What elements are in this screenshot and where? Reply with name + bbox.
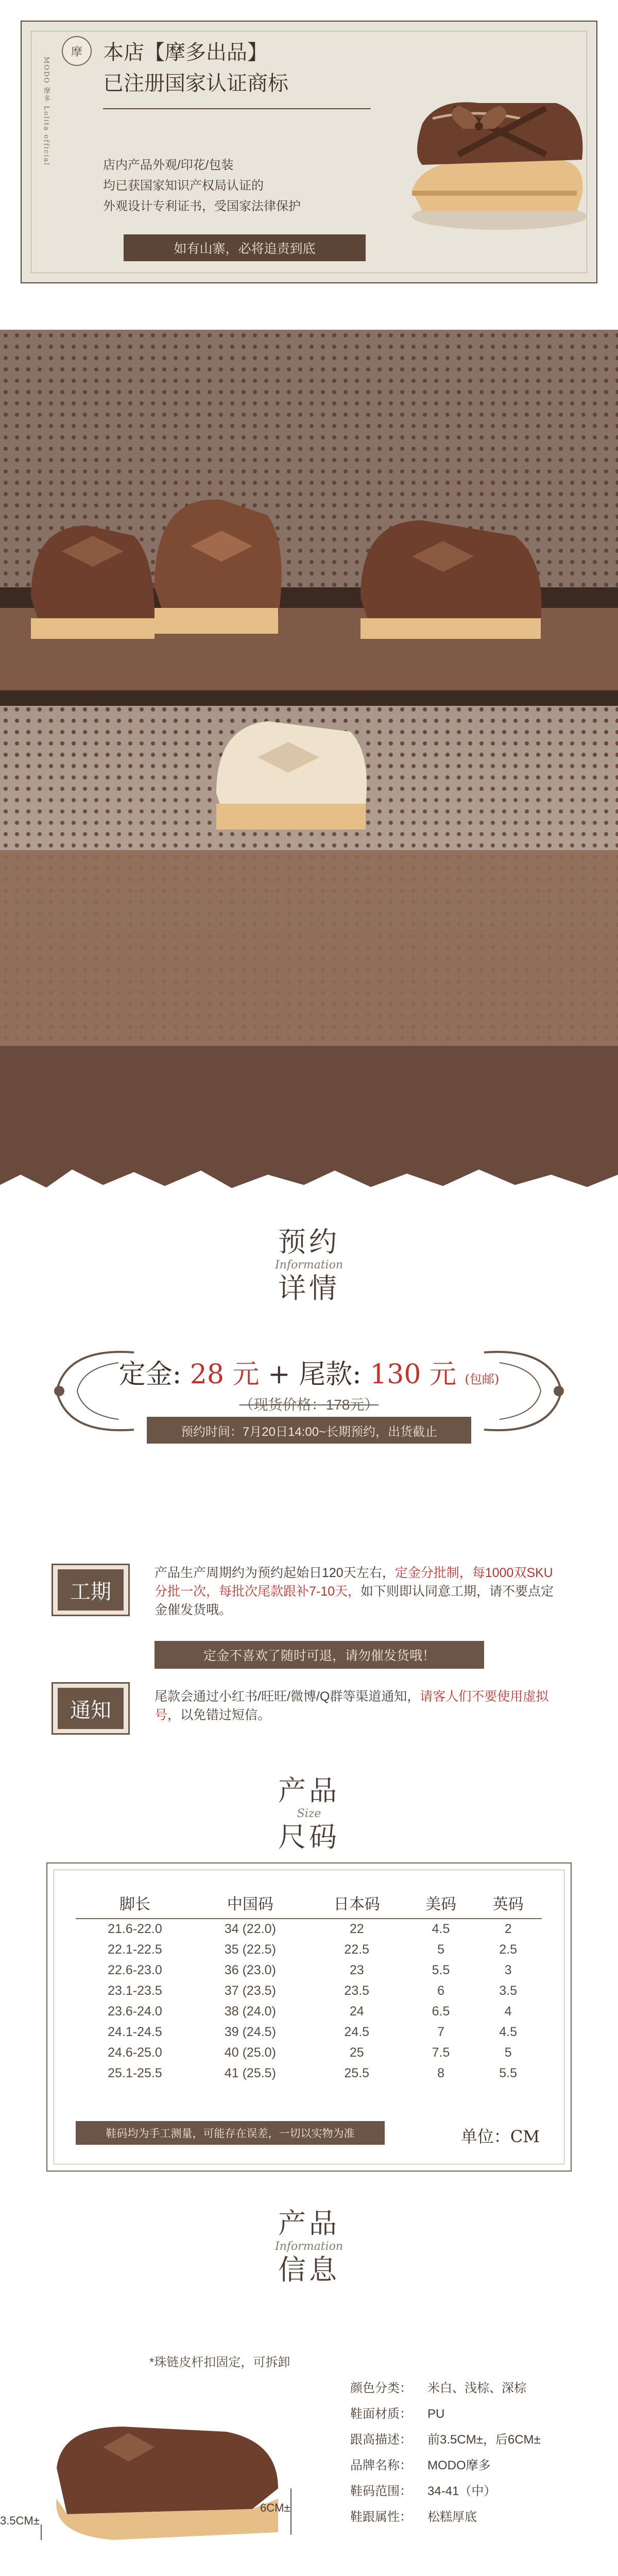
- price-banner: [52, 1342, 566, 1455]
- notice-tag: [52, 1682, 130, 1735]
- table-cell: 41 (25.5): [224, 2065, 276, 2080]
- table-row: [76, 2042, 542, 2063]
- table-cell: 36 (23.0): [224, 1962, 276, 1977]
- table-cell: 23.1-23.5: [108, 1983, 162, 1998]
- spec-key: 品牌名称：: [350, 2459, 412, 2472]
- header-body-2: 均已获国家知识产权局认证的: [103, 179, 264, 193]
- notice-text-b: ，以免错过短信。: [167, 1708, 271, 1722]
- trademark-line1: 本店【摩多出品】: [103, 41, 268, 64]
- table-cell: 23.5: [344, 1983, 370, 1998]
- table-cell: 39 (24.5): [224, 2024, 276, 2039]
- table-cell: 6: [437, 1983, 444, 1998]
- size-disclaimer: 鞋码均为手工测量，可能存在误差，一切以实物为准: [76, 2121, 385, 2145]
- schedule-text-red: 定金分批制，每1000双SKU分批一次，每批次尾款跟补7-10天，: [154, 1566, 553, 1599]
- table-cell: 5.5: [432, 1962, 450, 1977]
- deposit-label: 定金:: [118, 1359, 182, 1390]
- header-body-3: 外观设计专利证书，受国家法律保护: [103, 199, 301, 213]
- table-cell: 3.5: [499, 1983, 518, 1998]
- table-cell: 2: [504, 1922, 512, 1936]
- size-title-script: Size: [297, 1807, 321, 1820]
- brand-badge: 摩: [62, 36, 92, 66]
- spec-key: 鞋码范围：: [350, 2484, 412, 2498]
- shoe-dimension-figure: [10, 2370, 314, 2550]
- header-divider: [103, 108, 371, 109]
- spec-value: 松糕厚底: [427, 2510, 477, 2524]
- size-header-row: [76, 1887, 542, 1919]
- table-cell: 37 (23.5): [224, 1983, 276, 1998]
- table-cell: 24.6-25.0: [108, 2045, 162, 2060]
- spec-key: 鞋面材质：: [350, 2407, 412, 2421]
- table-cell: 38 (24.0): [224, 2004, 276, 2019]
- buckle-tip: *珠链皮杆扣固定，可拆卸: [149, 2355, 290, 2369]
- notice-text-a: 尾款会通过小红书/旺旺/微博/Q群等渠道通知，: [154, 1689, 420, 1704]
- brand-vertical-text: MODO 摩多 Lolita official: [42, 57, 50, 166]
- size-col-jp: 日本码: [306, 1887, 407, 1919]
- product-info-title-1: 产品: [278, 2207, 340, 2240]
- refund-note: 定金不喜欢了随时可退，请勿催发货哦！: [154, 1641, 484, 1669]
- size-title: [0, 1775, 618, 1853]
- table-cell: 34 (22.0): [224, 1922, 276, 1936]
- booking-title-2: 详情: [278, 1272, 340, 1304]
- size-table: [76, 1887, 542, 2083]
- spec-color: [350, 2378, 597, 2396]
- price-plus: +: [268, 1359, 290, 1390]
- header-body-1: 店内产品外观/印花/包装: [103, 158, 234, 172]
- anti-copy-banner: 如有山寨，必将追责到底: [124, 234, 366, 261]
- schedule-tag-label: 工期: [58, 1569, 124, 1611]
- size-title-1: 产品: [278, 1774, 340, 1807]
- brand-vertical-strip: [41, 57, 57, 252]
- table-cell: 22.6-23.0: [108, 1962, 162, 1977]
- table-row: [76, 1960, 542, 1980]
- table-row: [76, 1939, 542, 1960]
- hero-shoe-left: [31, 526, 154, 639]
- spec-heel: [350, 2429, 597, 2447]
- trademark-line2: 已注册国家认证商标: [103, 72, 288, 95]
- notice-text: [154, 1687, 561, 1724]
- product-info-title-2: 信息: [278, 2253, 340, 2286]
- table-cell: 4: [504, 2004, 512, 2019]
- size-chart: [46, 1862, 572, 2172]
- spec-brand: [350, 2455, 597, 2473]
- size-unit: 单位：CM: [460, 2127, 540, 2146]
- spec-value: 米白、浅棕、深棕: [427, 2381, 526, 2395]
- schedule-text: [154, 1564, 561, 1619]
- size-title-2: 尺码: [278, 1821, 340, 1853]
- deposit-value: 28 元: [190, 1359, 260, 1390]
- table-cell: 22: [349, 1922, 364, 1936]
- product-info-title: [0, 2208, 618, 2286]
- shipping-note: (包邮): [465, 1372, 500, 1386]
- final-label: 尾款:: [299, 1359, 362, 1390]
- table-cell: 23: [349, 1962, 364, 1977]
- schedule-text-a: 产品生产周期约为预约起始日120天左右，: [154, 1566, 395, 1580]
- table-row: [76, 1919, 542, 1939]
- spec-value: 前3.5CM±，后6CM±: [427, 2433, 541, 2447]
- spec-value: 34-41（中）: [427, 2484, 496, 2498]
- table-cell: 5: [504, 2045, 512, 2060]
- heel-back-height: 6CM±: [260, 2501, 290, 2514]
- table-cell: 8: [437, 2065, 444, 2080]
- table-cell: 25.1-25.5: [108, 2065, 162, 2080]
- hero-photo: [0, 330, 618, 1206]
- table-cell: 21.6-22.0: [108, 1922, 162, 1936]
- spec-material: [350, 2403, 597, 2421]
- size-col-us: 美码: [407, 1887, 475, 1919]
- table-cell: 23.6-24.0: [108, 2004, 162, 2019]
- spec-size-range: [350, 2481, 597, 2499]
- hero-shoe-center: [154, 499, 282, 634]
- spec-value: PU: [427, 2407, 445, 2421]
- hero-shoe-right: [360, 520, 541, 639]
- size-col-cn: 中国码: [194, 1887, 306, 1919]
- table-cell: 24.1-24.5: [108, 2024, 162, 2039]
- spec-sole: [350, 2506, 597, 2524]
- table-row: [76, 2063, 542, 2083]
- table-cell: 40 (25.0): [224, 2045, 276, 2060]
- booking-title: [0, 1226, 618, 1304]
- spec-key: 跟高描述：: [350, 2433, 412, 2447]
- booking-title-script: Information: [274, 1259, 344, 1272]
- table-cell: 25: [349, 2045, 364, 2060]
- table-cell: 24.5: [344, 2024, 370, 2039]
- final-value: 130 元: [370, 1359, 456, 1390]
- table-cell: 25.5: [344, 2065, 370, 2080]
- table-cell: 6.5: [432, 2004, 450, 2019]
- notice-block: [52, 1682, 566, 1749]
- table-cell: 7.5: [432, 2045, 450, 2060]
- schedule-tag: [52, 1564, 130, 1616]
- hero-shoe-white: [216, 721, 367, 829]
- notice-text-red: 请客人们不要使用虚拟号: [154, 1689, 549, 1722]
- original-price: （现货价格：178元）: [239, 1397, 379, 1413]
- table-cell: 24: [349, 2004, 364, 2019]
- table-cell: 5.5: [499, 2065, 518, 2080]
- size-col-uk: 英码: [474, 1887, 542, 1919]
- table-cell: 35 (22.5): [224, 1942, 276, 1957]
- table-cell: 3: [504, 1962, 512, 1977]
- heel-front-height: 3.5CM±: [0, 2514, 40, 2527]
- spec-key: 颜色分类：: [350, 2381, 412, 2395]
- schedule-block: [52, 1564, 566, 1667]
- table-row: [76, 2022, 542, 2042]
- hero-scene: [0, 330, 618, 1206]
- product-info-title-script: Information: [274, 2240, 344, 2253]
- table-cell: 22.1-22.5: [108, 1942, 162, 1957]
- table-cell: 22.5: [344, 1942, 370, 1957]
- booking-title-1: 预约: [278, 1226, 340, 1258]
- table-cell: 4.5: [499, 2024, 518, 2039]
- table-cell: 5: [437, 1942, 444, 1957]
- table-cell: 4.5: [432, 1922, 450, 1936]
- spec-key: 鞋跟属性：: [350, 2510, 412, 2524]
- booking-time: 预约时间：7月20日14:00~长期预约，出货截止: [147, 1417, 471, 1444]
- table-row: [76, 1980, 542, 2001]
- trademark-header: [0, 0, 618, 289]
- size-col-footlen: 脚长: [76, 1887, 194, 1919]
- table-cell: 7: [437, 2024, 444, 2039]
- notice-tag-label: 通知: [58, 1688, 124, 1729]
- spec-value: MODO摩多: [427, 2459, 491, 2472]
- header-shoe-image: [391, 41, 597, 242]
- schedule-text-b: 如下则即认同意工期，请不要点定金催发货哦。: [154, 1584, 554, 1617]
- table-cell: 2.5: [499, 1942, 518, 1957]
- table-row: [76, 2001, 542, 2022]
- price-line: [52, 1352, 566, 1391]
